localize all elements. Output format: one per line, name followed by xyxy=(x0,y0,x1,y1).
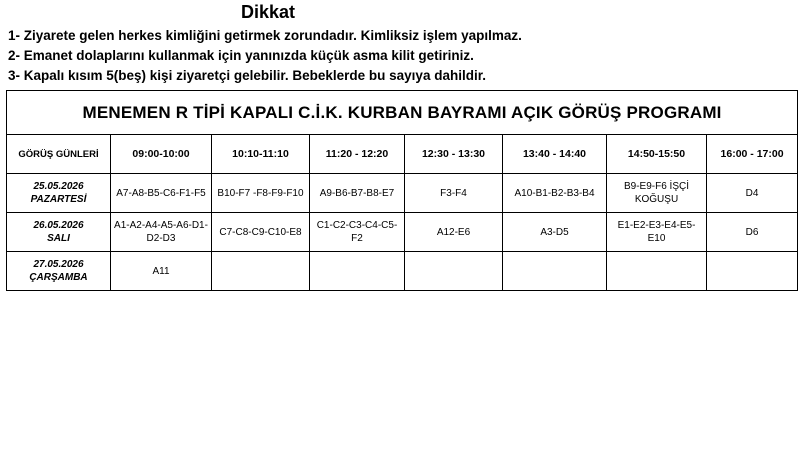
notice-item: 3- Kapalı kısım 5(beş) kişi ziyaretçi gelebilir. Bebeklerde bu sayıya dahildir. xyxy=(8,68,486,83)
table-cell xyxy=(707,252,798,291)
table-cell xyxy=(212,252,310,291)
visit-day-cell xyxy=(7,174,111,213)
table-cell: A10-B1-B2-B3-B4 xyxy=(503,174,607,213)
table-cell xyxy=(503,252,607,291)
table-row xyxy=(7,174,798,213)
table-cell: D4 xyxy=(707,174,798,213)
schedule-title: MENEMEN R TİPİ KAPALI C.İ.K. KURBAN BAYRAMI AÇIK GÖRÜŞ PROGRAMI xyxy=(7,91,798,135)
table-cell: B9-E9-F6 İŞÇİ KOĞUŞU xyxy=(607,174,707,213)
table-cell: A9-B6-B7-B8-E7 xyxy=(310,174,405,213)
column-header: 13:40 - 14:40 xyxy=(503,135,607,174)
notice-list xyxy=(8,26,522,86)
table-cell: C7-C8-C9-C10-E8 xyxy=(212,213,310,252)
table-cell: C1-C2-C3-C4-C5-F2 xyxy=(310,213,405,252)
column-header: GÖRÜŞ GÜNLERİ xyxy=(7,135,111,174)
table-row xyxy=(7,252,798,291)
header-row xyxy=(7,135,798,174)
visit-day-cell xyxy=(7,252,111,291)
visit-date: 26.05.2026 xyxy=(33,220,84,231)
column-header: 12:30 - 13:30 xyxy=(405,135,503,174)
column-header: 14:50-15:50 xyxy=(607,135,707,174)
notice-item: 2- Emanet dolaplarını kullanmak için yanınızda küçük asma kilit getiriniz. xyxy=(8,48,474,63)
visit-schedule-table xyxy=(6,90,798,291)
table-cell: F3-F4 xyxy=(405,174,503,213)
table-cell: D6 xyxy=(707,213,798,252)
visit-weekday: SALI xyxy=(47,233,70,244)
table-cell: B10-F7 -F8-F9-F10 xyxy=(212,174,310,213)
table-cell: A3-D5 xyxy=(503,213,607,252)
column-header: 16:00 - 17:00 xyxy=(707,135,798,174)
table-cell xyxy=(310,252,405,291)
notice-item: 1- Ziyarete gelen herkes kimliğini getirmek zorundadır. Kimliksiz işlem yapılmaz. xyxy=(8,28,522,43)
notice-heading: Dikkat xyxy=(241,2,296,22)
table-cell: A7-A8-B5-C6-F1-F5 xyxy=(111,174,212,213)
visit-weekday: PAZARTESİ xyxy=(30,194,87,205)
table-cell: A11 xyxy=(111,252,212,291)
column-header: 11:20 - 12:20 xyxy=(310,135,405,174)
visit-date: 25.05.2026 xyxy=(33,181,84,192)
table-cell xyxy=(405,252,503,291)
visit-weekday: ÇARŞAMBA xyxy=(29,272,88,283)
table-cell: A1-A2-A4-A5-A6-D1-D2-D3 xyxy=(111,213,212,252)
column-header: 10:10-11:10 xyxy=(212,135,310,174)
table-cell: E1-E2-E3-E4-E5-E10 xyxy=(607,213,707,252)
table-row xyxy=(7,213,798,252)
column-header: 09:00-10:00 xyxy=(111,135,212,174)
table-cell xyxy=(607,252,707,291)
table-cell: A12-E6 xyxy=(405,213,503,252)
visit-date: 27.05.2026 xyxy=(33,259,84,270)
visit-day-cell xyxy=(7,213,111,252)
